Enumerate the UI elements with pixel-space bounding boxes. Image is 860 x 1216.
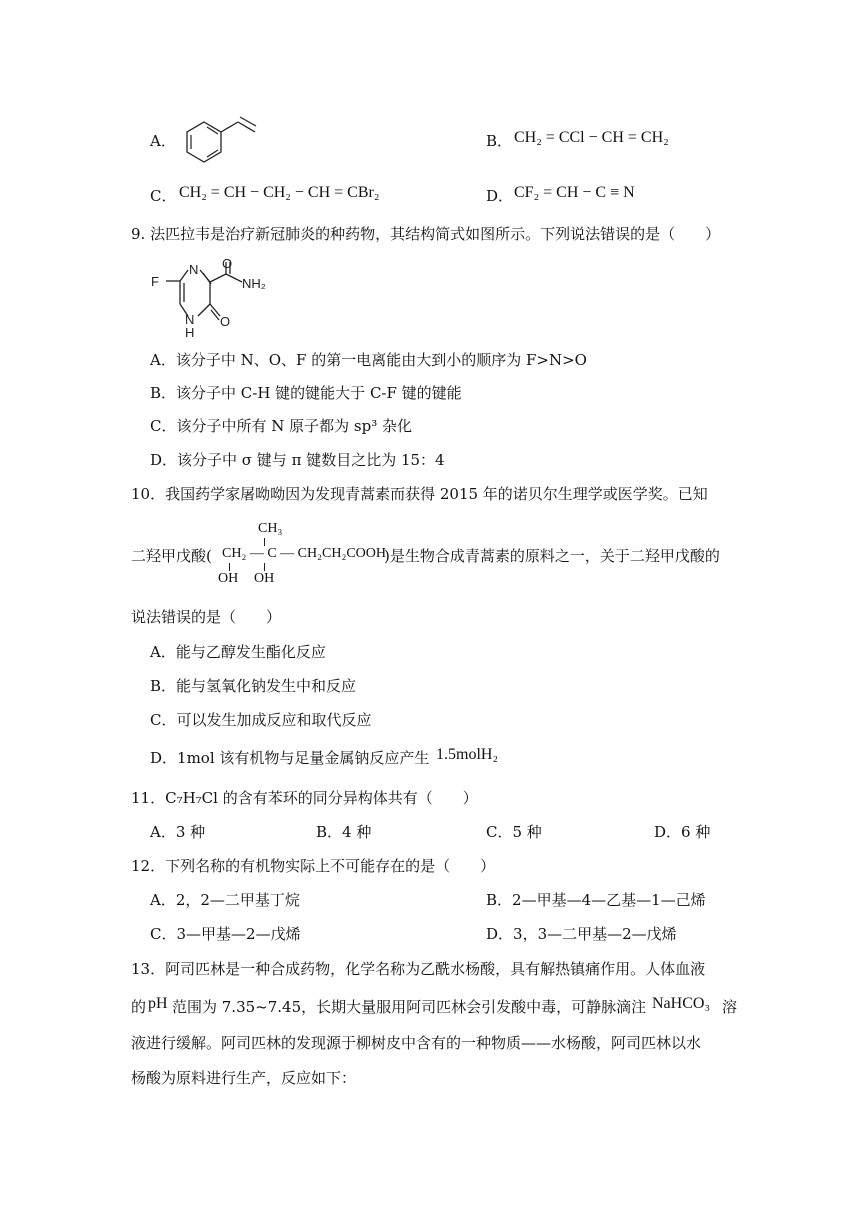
q10-option-d-formula: 1.5molH₂ xyxy=(436,746,499,763)
q11-option-b: B．4 种 xyxy=(316,823,372,841)
q11-option-a: A．3 种 xyxy=(150,823,206,841)
q10-formula-main: CH₂ — C — CH₂CH₂COOH xyxy=(222,546,386,561)
q13-ph: pH xyxy=(148,995,168,1012)
atom-o-amide: O xyxy=(222,258,233,271)
q13-line4: 杨酸为原料进行生产，反应如下： xyxy=(131,1069,357,1087)
atom-nh: N xyxy=(185,312,195,327)
styrene-structure xyxy=(178,108,268,168)
q13-line3: 液进行缓解。阿司匹林的发现源于柳树皮中含有的一种物质——水杨酸，阿司匹林以水 xyxy=(131,1034,702,1052)
atom-h: H xyxy=(185,325,195,338)
q10-formula-oh2: OH xyxy=(254,571,275,586)
atom-o-ring: O xyxy=(220,314,231,329)
atom-nh2: NH₂ xyxy=(242,276,266,291)
q12-option-d: D．3，3—二甲基—2—戊烯 xyxy=(486,925,677,943)
q10-prefix: 二羟甲戊酸( xyxy=(131,547,212,565)
q11-option-d: D．6 种 xyxy=(654,823,711,841)
q13-line2-middle: 范围为 7.35~7.45，长期大量服用阿司匹林会引发酸中毒，可静脉滴注 xyxy=(172,998,647,1016)
q12-option-b: B．2—甲基—4—乙基—1—己烯 xyxy=(486,891,706,909)
q9-option-a: A．该分子中 N、O、F 的第一电离能由大到小的顺序为 F>N>O xyxy=(150,351,587,369)
q8-option-c-formula: CH₂ = CH − CH₂ − CH = CBr₂ xyxy=(179,184,380,201)
q8-option-b-formula: CH₂ = CCl − CH = CH₂ xyxy=(514,129,669,146)
q13-line2-prefix: 的 xyxy=(131,998,147,1016)
q10-formula-ch3: CH₃ xyxy=(258,521,283,536)
q10-bond-down-2 xyxy=(264,563,265,571)
atom-f: F xyxy=(151,274,159,289)
q9-option-b: B．该分子中 C-H 键的键能大于 C-F 键的键能 xyxy=(150,384,462,402)
q10-bond-down-1 xyxy=(229,563,230,571)
atom-n-top: N xyxy=(189,262,199,277)
q8-option-b-label: B． xyxy=(486,132,513,150)
q13-nahco3: NaHCO₃ xyxy=(652,995,711,1012)
q10-line3: 说法错误的是（ ） xyxy=(131,608,282,626)
q13-line2-suffix: 溶 xyxy=(722,998,738,1016)
q10-formula-oh1: OH xyxy=(218,571,239,586)
favipiravir-structure xyxy=(148,258,278,338)
q9-stem: 9. 法匹拉韦是治疗新冠肺炎的种药物，其结构简式如图所示。下列说法错误的是（ ） xyxy=(131,225,721,243)
q8-option-a-label: A． xyxy=(150,132,176,150)
q10-suffix: )是生物合成青蒿素的原料之一，关于二羟甲戊酸的 xyxy=(384,547,720,565)
q8-option-c-label: C． xyxy=(150,187,177,205)
q8-option-d-label: D． xyxy=(486,187,514,205)
q12-option-c: C．3—甲基—2—戊烯 xyxy=(150,925,301,943)
q10-option-a: A．能与乙醇发生酯化反应 xyxy=(150,643,326,661)
q10-option-b: B．能与氢氧化钠发生中和反应 xyxy=(150,677,357,695)
q12-option-a: A．2，2—二甲基丁烷 xyxy=(150,891,300,909)
q10-option-c: C．可以发生加成反应和取代反应 xyxy=(150,711,372,729)
q10-option-d-text: D．1mol 该有机物与足量金属钠反应产生 xyxy=(150,749,430,767)
q11-stem: 11．C₇H₇Cl 的含有苯环的同分异构体共有（ ） xyxy=(131,789,478,807)
q11-option-c: C．5 种 xyxy=(486,823,542,841)
q10-bond-up xyxy=(264,538,265,546)
q10-line1: 10．我国药学家屠呦呦因为发现青蒿素而获得 2015 年的诺贝尔生理学或医学奖。已知 xyxy=(131,485,708,503)
q13-line1: 13．阿司匹林是一种合成药物，化学名称为乙酰水杨酸，具有解热镇痛作用。人体血液 xyxy=(131,960,706,978)
q9-option-d: D．该分子中 σ 键与 π 键数目之比为 15：4 xyxy=(150,451,445,469)
q9-option-c: C．该分子中所有 N 原子都为 sp³ 杂化 xyxy=(150,417,412,435)
q12-stem: 12．下列名称的有机物实际上不可能存在的是（ ） xyxy=(131,857,496,875)
q8-option-d-formula: CF₂ = CH − C ≡ N xyxy=(514,184,635,201)
